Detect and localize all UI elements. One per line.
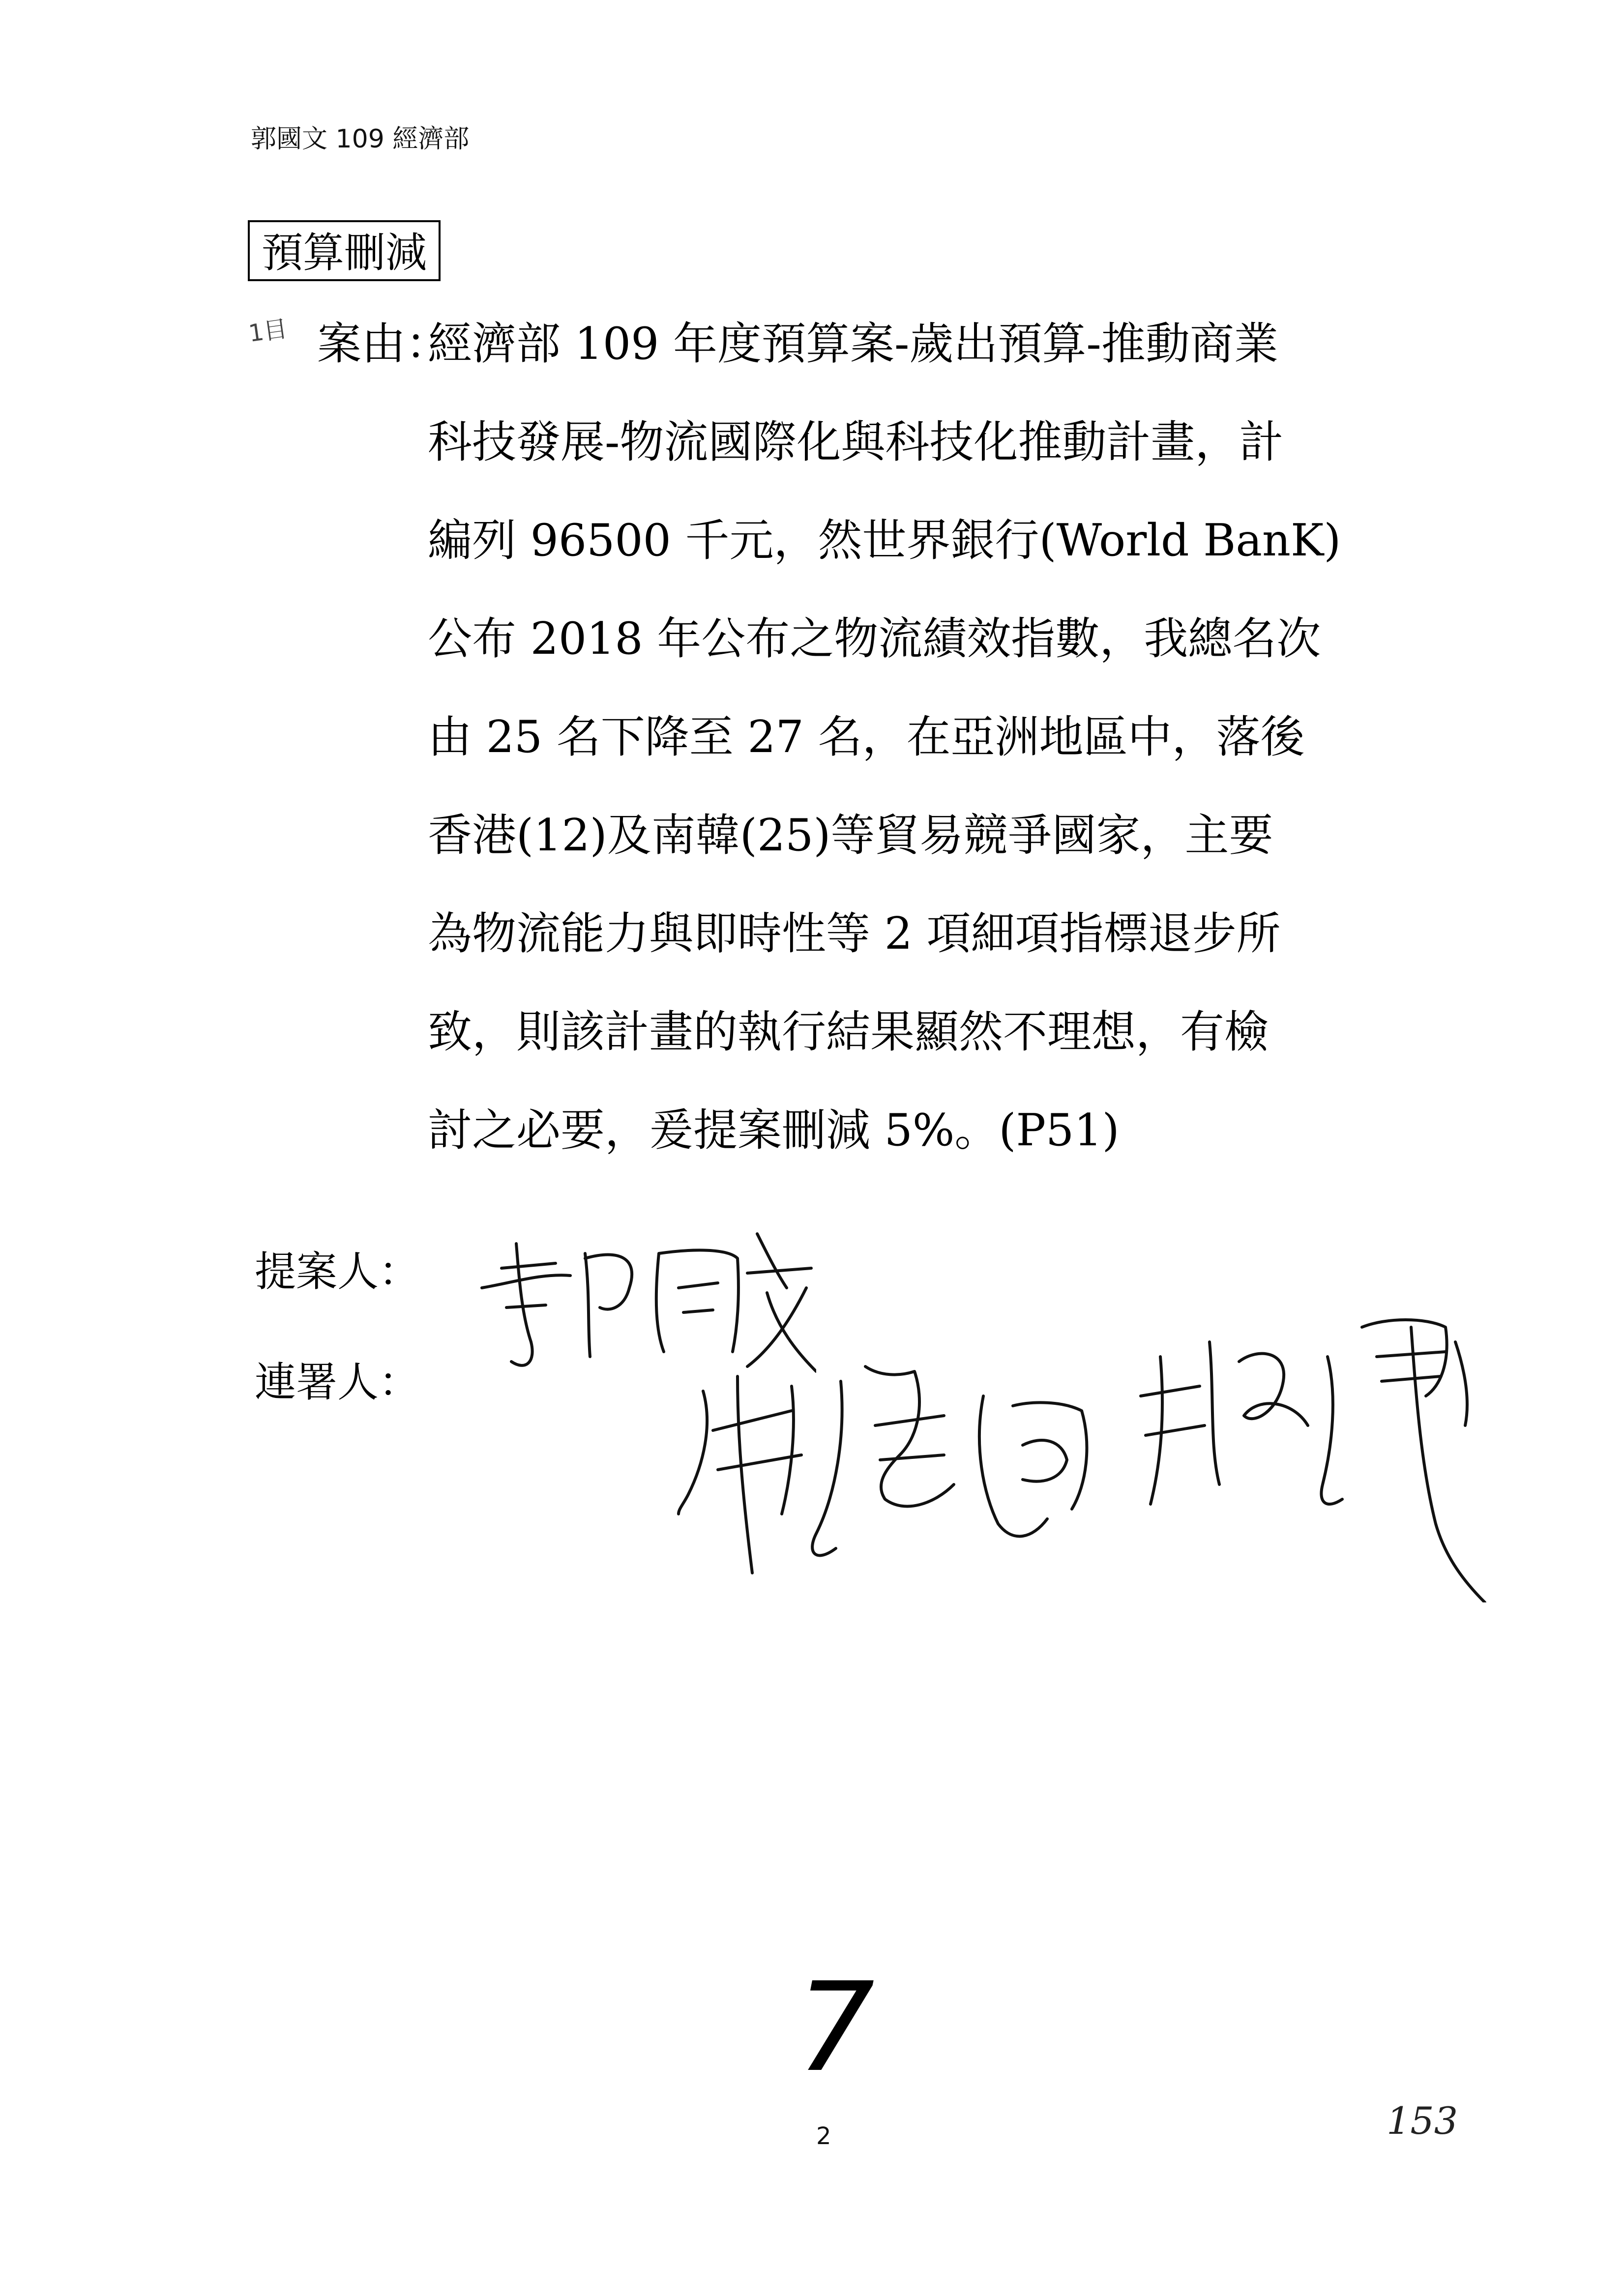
case-line: 討之必要，爰提案刪減 5%。(P51) — [428, 1104, 1120, 1156]
case-line: 為物流能力與即時性等 2 項細項指標退步所 — [428, 908, 1281, 959]
proposer-label: 提案人： — [255, 1248, 420, 1296]
case-line: 由 25 名下降至 27 名，在亞洲地區中，落後 — [428, 711, 1305, 763]
handwritten-number: 153 — [1387, 2099, 1458, 2143]
margin-note: 1目 — [247, 315, 289, 348]
footer-page-number: 2 — [816, 2122, 831, 2150]
page-header: 郭國文 109 經濟部 — [251, 124, 470, 154]
case-line: 科技發展-物流國際化與科技化推動計畫，計 — [428, 416, 1284, 468]
page-number: 7 — [797, 1956, 875, 2099]
case-line: 經濟部 109 年度預算案-歲出預算-推動商業 — [428, 318, 1278, 370]
case-line: 公布 2018 年公布之物流績效指數，我總名次 — [428, 613, 1321, 665]
cosigner-signature — [669, 1337, 1111, 1602]
case-line: 編列 96500 千元，然世界銀行(World BanK) — [428, 515, 1341, 566]
case-label: 案由： — [317, 318, 450, 370]
case-line: 香港(12)及南韓(25)等貿易競爭國家，主要 — [428, 810, 1273, 861]
cosigners-label: 連署人： — [255, 1358, 420, 1406]
budget-cut-tag: 預算刪減 — [248, 220, 441, 281]
case-line: 致，則該計畫的執行結果顯然不理想，有檢 — [428, 1006, 1269, 1058]
cosigner-signature — [1131, 1298, 1505, 1602]
